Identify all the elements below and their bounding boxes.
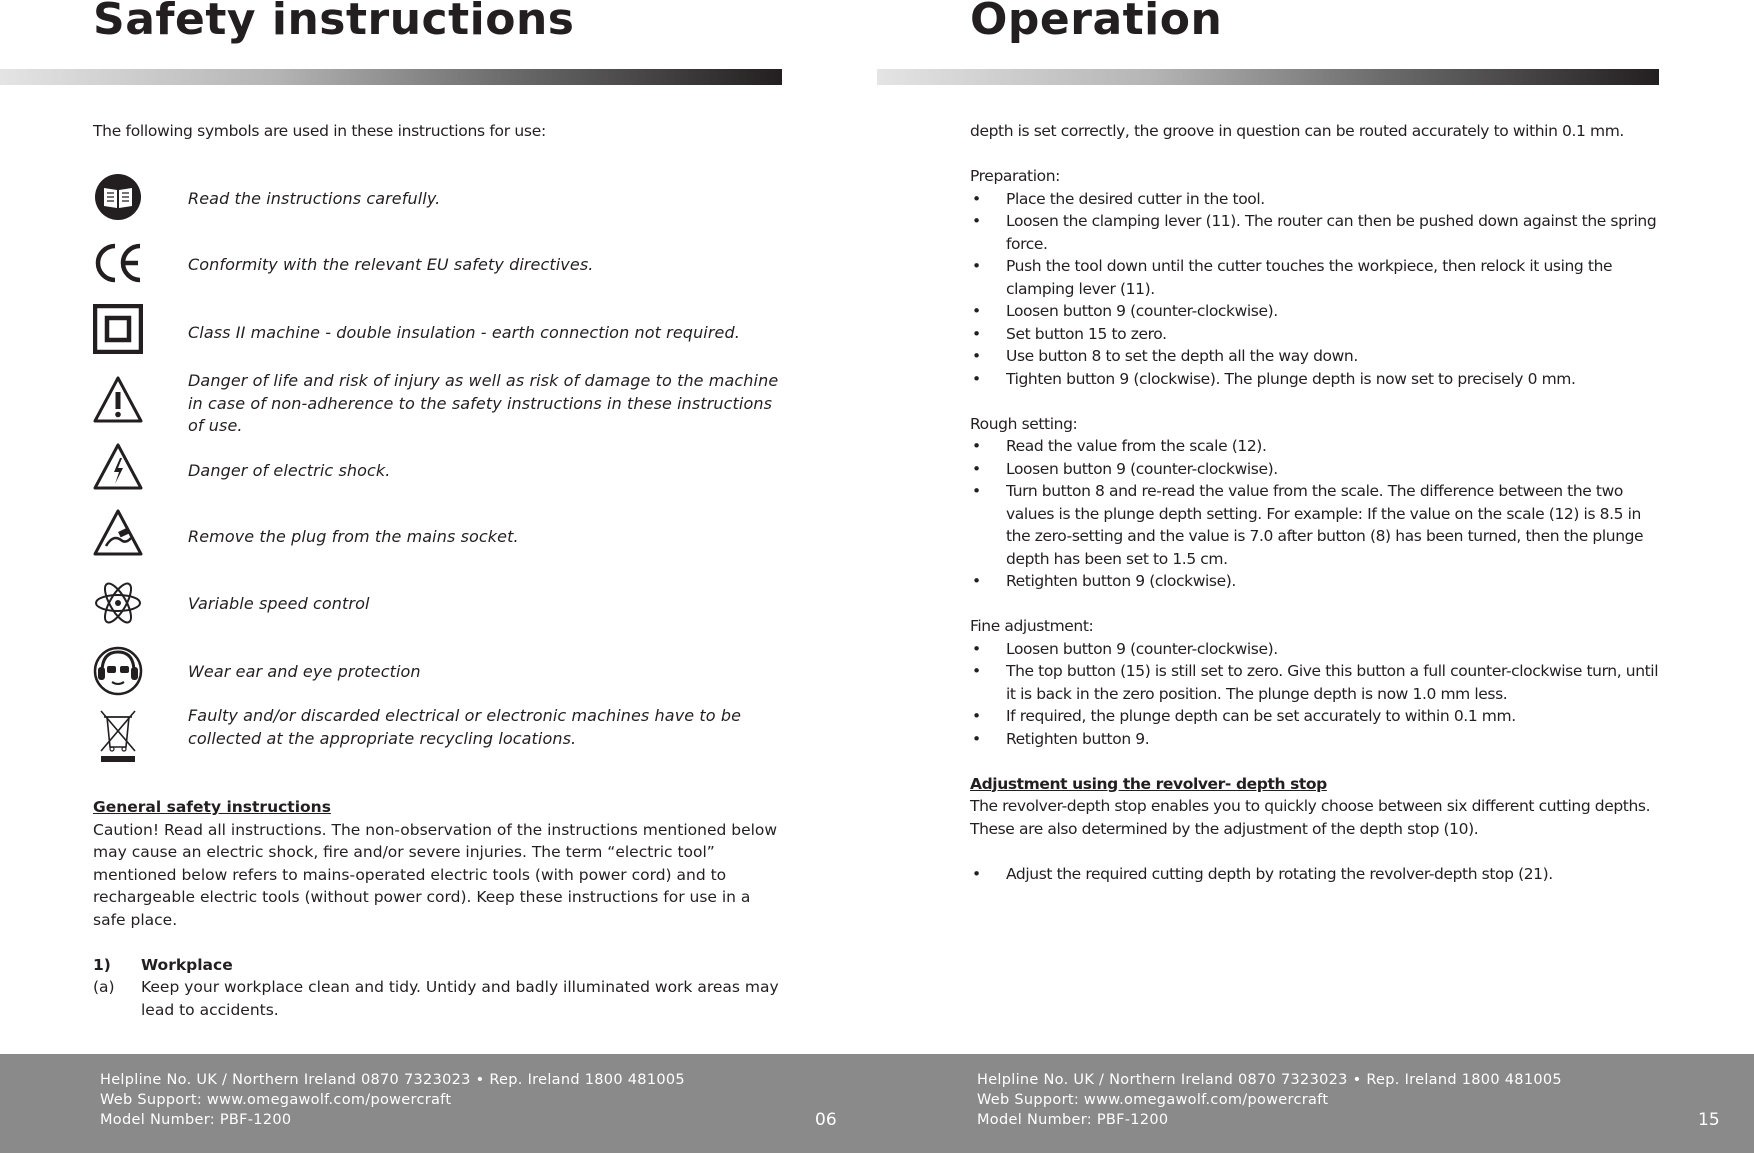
preparation-label: Preparation: [970, 167, 1060, 185]
weee-bin-icon [93, 707, 143, 763]
symbol-text: Class II machine - double insulation - earth connection not required. [188, 323, 740, 342]
symbol-text: Faulty and/or discarded electrical or electronic machines have to be collected at the appropriate recycling locations. [188, 706, 742, 748]
title-rule [0, 69, 782, 85]
symbol-text: Conformity with the relevant EU safety directives. [188, 255, 594, 274]
symbol-text: Danger of life and risk of injury as well as risk of damage to the machine in case of non-adherence to the safety instructions in these instructions of use. [188, 371, 779, 435]
list-item: • Retighten button 9. [970, 728, 1660, 751]
web-support-text: Web Support: www.omegawolf.com/powercraft [977, 1092, 1329, 1108]
helpline-text: Helpline No. UK / Northern Ireland 0870 7323023 • Rep. Ireland 1800 481005 [100, 1072, 685, 1088]
list-item: • Tighten button 9 (clockwise). The plunge depth is now set to precisely 0 mm. [970, 368, 1660, 391]
symbol-text: Variable speed control [188, 594, 370, 613]
item-a-number: (a) [93, 978, 115, 996]
list-item: • Loosen button 9 (counter-clockwise). [970, 300, 1660, 323]
book-icon [93, 172, 143, 222]
list-item: • The top button (15) is still set to zero. Give this button a full counter-clockwise turn, until it is back in the zero position. The plunge depth is now 1.0 mm less. [970, 660, 1660, 705]
workplace-title: Workplace [141, 955, 233, 974]
list-item: • Set button 15 to zero. [970, 323, 1660, 346]
fine-adjustment-label: Fine adjustment: [970, 617, 1094, 635]
list-item: • Turn button 8 and re-read the value from the scale. The difference between the two values is the plunge depth setting. For example: If the value on the scale (12) is 8.5 in the zero-setting and the value is 7.0 after button (8) has been turned, then the plunge depth has been set to 1.5 cm. [970, 480, 1660, 570]
unplug-icon [93, 508, 143, 558]
revolver-body: The revolver-depth stop enables you to quickly choose between six different cutting depths. These are also determined by the adjustment of the depth stop (10). [970, 797, 1651, 838]
model-number-text: Model Number: PBF-1200 [977, 1112, 1169, 1128]
page-number: 06 [815, 1110, 837, 1130]
list-item: • Loosen the clamping lever (11). The router can then be pushed down against the spring force. [970, 210, 1660, 255]
symbols-intro: The following symbols are used in these instructions for use: [93, 122, 546, 140]
double-insulation-icon [93, 304, 143, 354]
warning-triangle-icon [93, 375, 143, 425]
web-support-text: Web Support: www.omegawolf.com/powercraft [100, 1092, 452, 1108]
list-item: • Adjust the required cutting depth by rotating the revolver-depth stop (21). [970, 863, 1660, 886]
helpline-text: Helpline No. UK / Northern Ireland 0870 7323023 • Rep. Ireland 1800 481005 [977, 1072, 1562, 1088]
footer-info-left [100, 1070, 685, 1130]
section-title: Adjustment using the revolver- depth stop [970, 774, 1327, 793]
list-item: • Use button 8 to set the depth all the way down. [970, 345, 1660, 368]
symbol-text: Remove the plug from the mains socket. [188, 527, 519, 546]
page-title: Operation [970, 0, 1223, 45]
rough-setting-label: Rough setting: [970, 414, 1078, 433]
ce-mark-icon [93, 238, 143, 288]
workplace-item-a [93, 976, 783, 1021]
electric-shock-icon [93, 442, 143, 492]
workplace-heading [93, 954, 783, 977]
variable-speed-icon [93, 578, 143, 628]
footer-bar [0, 1054, 1754, 1153]
list-item: • Retighten button 9 (clockwise). [970, 570, 1660, 593]
symbol-text: Read the instructions carefully. [188, 189, 441, 208]
list-item: • If required, the plunge depth can be set accurately to within 0.1 mm. [970, 705, 1660, 728]
item-a-text: Keep your workplace clean and tidy. Untidy and badly illuminated work areas may lead to accidents. [141, 978, 779, 1019]
list-item: • Loosen button 9 (counter-clockwise). [970, 638, 1660, 661]
page-title: Safety instructions [93, 0, 575, 45]
model-number-text: Model Number: PBF-1200 [100, 1112, 292, 1128]
list-item: • Place the desired cutter in the tool. [970, 188, 1660, 211]
general-safety-section [93, 796, 783, 1021]
operation-body [970, 120, 1660, 885]
page-number: 15 [1698, 1110, 1720, 1130]
list-item: • Loosen button 9 (counter-clockwise). [970, 458, 1660, 481]
workplace-number: 1) [93, 955, 111, 974]
right-page [877, 0, 1754, 1153]
symbol-text: Danger of electric shock. [188, 461, 391, 480]
title-rule [877, 69, 1659, 85]
symbol-text: Wear ear and eye protection [188, 662, 421, 681]
general-safety-body: Caution! Read all instructions. The non-observation of the instructions mentioned below may cause an electric shock, fire and/or severe injuries. The term “electric tool” mentioned below refers to mains-operated electric tools (with power cord) and to rechargeable electric tools (without power cord). Keep these instructions for use in a safe place. [93, 820, 778, 929]
list-item: • Push the tool down until the cutter touches the workpiece, then relock it using the clamping lever (11). [970, 255, 1660, 300]
list-item: • Read the value from the scale (12). [970, 435, 1660, 458]
ear-eye-protection-icon [93, 646, 143, 696]
section-title: General safety instructions [93, 798, 331, 816]
operation-intro: depth is set correctly, the groove in question can be routed accurately to within 0.1 mm. [970, 122, 1624, 140]
footer-info-right [977, 1070, 1562, 1130]
